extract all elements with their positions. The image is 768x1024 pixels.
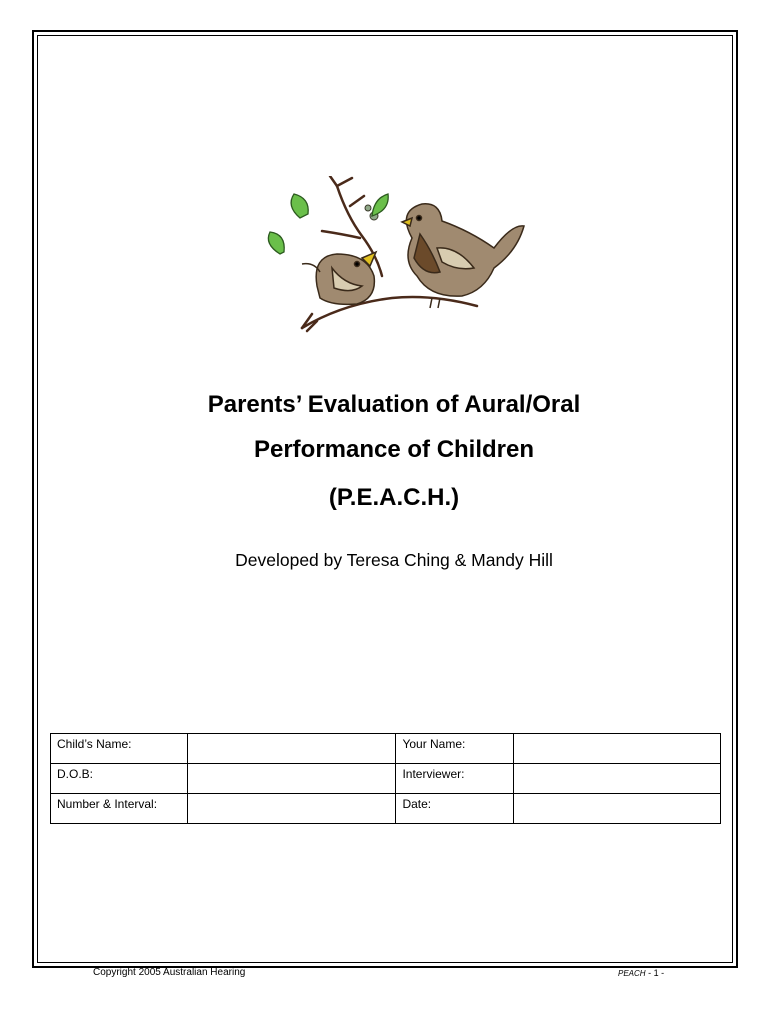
childs-name-label: Child’s Name:: [51, 734, 188, 764]
dob-label: D.O.B:: [51, 764, 188, 794]
your-name-label: Your Name:: [396, 734, 514, 764]
your-name-field[interactable]: [514, 734, 721, 764]
table-row: [51, 734, 721, 764]
copyright-text: Copyright 2005 Australian Hearing: [93, 967, 246, 978]
title-line-1: Parents’ Evaluation of Aural/Oral: [207, 391, 581, 418]
participant-info-table: [50, 733, 721, 824]
subtitle: Developed by Teresa Ching & Mandy Hill: [235, 550, 553, 570]
footer-brand: PEACH: [618, 969, 646, 978]
number-interval-field[interactable]: [187, 794, 396, 824]
page-number: - 1 -: [648, 968, 665, 978]
interviewer-field[interactable]: [514, 764, 721, 794]
title-line-2: Performance of Children: [253, 436, 535, 463]
dob-field[interactable]: [187, 764, 396, 794]
childs-name-field[interactable]: [187, 734, 396, 764]
table-row: [51, 794, 721, 824]
page-footer: [618, 968, 664, 978]
number-interval-label: Number & Interval:: [51, 794, 188, 824]
birds-on-branch-icon: [262, 176, 528, 336]
interviewer-label: Interviewer:: [396, 764, 514, 794]
date-label: Date:: [396, 794, 514, 824]
date-field[interactable]: [514, 794, 721, 824]
title-line-3: (P.E.A.C.H.): [328, 484, 460, 511]
table-row: [51, 764, 721, 794]
